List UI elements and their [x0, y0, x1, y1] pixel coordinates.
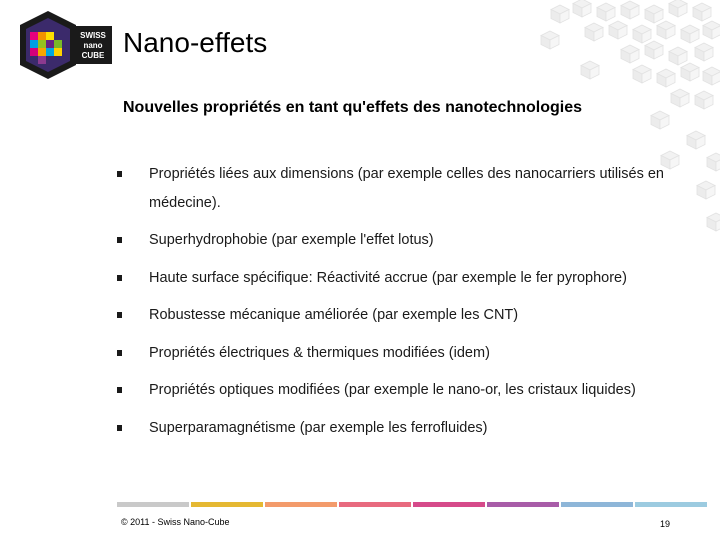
logo-pixel-pink-2: [30, 48, 38, 56]
logo-pixel-blue: [30, 40, 38, 48]
pattern-cube: [703, 67, 720, 85]
logo-text-cube: CUBE: [81, 51, 105, 60]
pattern-cube: [703, 21, 720, 39]
footer-bar-segment: [635, 502, 707, 507]
bullet-text: Propriétés électriques & thermiques modifiées (idem): [149, 344, 490, 361]
bullet-item: [117, 414, 677, 443]
pattern-cube: [657, 69, 675, 87]
logo-pixel-orange-2: [38, 48, 46, 56]
pattern-cube: [671, 89, 689, 107]
pattern-cube: [681, 25, 699, 43]
swiss-nano-cube-logo: [18, 10, 114, 80]
pattern-cube: [681, 63, 699, 81]
bullet-text: Superparamagnétisme (par exemple les ferrofluides): [149, 419, 488, 436]
bullet-item: [117, 160, 677, 217]
square-bullet-icon: [117, 237, 122, 243]
square-bullet-icon: [117, 425, 122, 431]
pattern-cube: [669, 0, 687, 17]
pattern-cube: [707, 153, 720, 171]
slide-title: Nano-effets: [123, 27, 268, 58]
footer-copyright: © 2011 - Swiss Nano-Cube: [121, 517, 230, 527]
footer-bar-segment: [117, 502, 189, 507]
pattern-cube: [651, 111, 669, 129]
bullet-text: Propriétés optiques modifiées (par exemple le nano-or, les cristaux liquides): [149, 382, 636, 398]
footer-bar-segment: [191, 502, 263, 507]
pattern-cube: [573, 0, 591, 17]
bullet-item: [117, 339, 677, 368]
pattern-cube: [695, 43, 713, 61]
logo-pixel-purple-2: [38, 56, 46, 64]
square-bullet-icon: [117, 275, 122, 281]
pattern-cube: [597, 3, 615, 21]
pattern-cube: [609, 21, 627, 39]
bullet-item: [117, 301, 677, 330]
logo-pixel-green: [38, 40, 46, 48]
pattern-cube: [707, 213, 720, 231]
bullet-item: [117, 226, 677, 255]
pattern-cube: [621, 45, 639, 63]
logo-pixel-blue-2: [46, 48, 54, 56]
logo-pixel-pink: [30, 32, 38, 40]
pattern-cube: [633, 25, 651, 43]
bullet-item: [117, 376, 677, 405]
footer-bar-segment: [265, 502, 337, 507]
logo-pixel-yellow-2: [54, 48, 62, 56]
pattern-cube: [645, 41, 663, 59]
pattern-cube: [551, 5, 569, 23]
pattern-cube: [541, 31, 559, 49]
pattern-cube: [585, 23, 603, 41]
bullet-text: Superhydrophobie (par exemple l'effet lotus): [149, 232, 434, 248]
bullet-list: [117, 160, 677, 451]
pattern-cube: [633, 65, 651, 83]
logo-text-nano: nano: [83, 41, 103, 50]
bullet-text: Robustesse mécanique améliorée (par exemple les CNT): [149, 307, 519, 323]
bullet-item: [117, 264, 677, 293]
slide-subtitle: Nouvelles propriétés en tant qu'effets des nanotechnologies: [123, 99, 582, 116]
pattern-cube: [657, 21, 675, 39]
footer-bar-segment: [487, 502, 559, 507]
square-bullet-icon: [117, 350, 122, 356]
bullet-text: Propriétés liées aux dimensions (par exemple celles des nanocarriers utilisés en médecine).: [149, 166, 664, 211]
logo-pixel-orange: [38, 32, 46, 40]
logo-pixel-purple: [46, 40, 54, 48]
page-number: 19: [660, 519, 671, 529]
footer-bar-segment: [339, 502, 411, 507]
pattern-cube: [687, 131, 705, 149]
square-bullet-icon: [117, 387, 122, 393]
bullet-text: Haute surface spécifique: Réactivité accrue (par exemple le fer pyrophore): [149, 269, 627, 286]
footer-color-bar: [117, 502, 709, 507]
footer-bar-segment: [561, 502, 633, 507]
pattern-cube: [645, 5, 663, 23]
footer-bar-segment: [413, 502, 485, 507]
logo-pixel-yellow: [46, 32, 54, 40]
square-bullet-icon: [117, 312, 122, 318]
logo-text-swiss: SWISS: [80, 31, 106, 40]
pattern-cube: [621, 1, 639, 19]
pattern-cube: [581, 61, 599, 79]
pattern-cube: [697, 181, 715, 199]
square-bullet-icon: [117, 171, 122, 177]
pattern-cube: [669, 47, 687, 65]
logo-pixel-green-2: [54, 40, 62, 48]
pattern-cube: [695, 91, 713, 109]
pattern-cube: [693, 3, 711, 21]
